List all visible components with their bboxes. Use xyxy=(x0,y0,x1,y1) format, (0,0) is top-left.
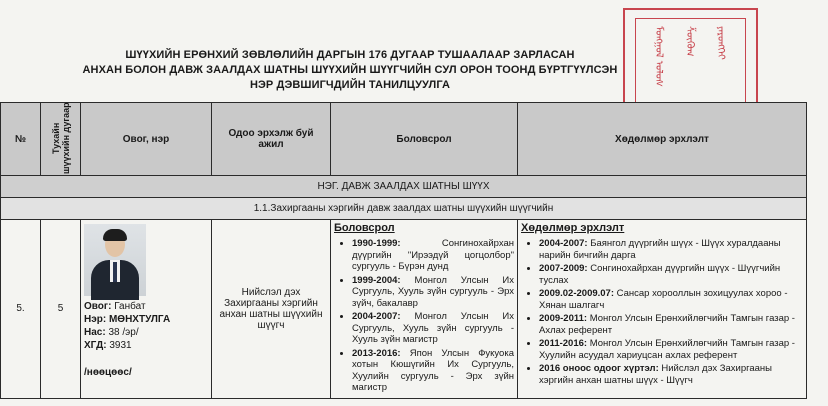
list-item: • 2013-2016: Япон Улсын Фукуока хотын Кюшүгийн Их Сургууль, Хуулийн сургууль - Эрх зүйн магистр xyxy=(352,348,514,394)
stamp-script-line-3: ᠶᠡᠷᠦᠩᠬᠡᠢ xyxy=(715,26,726,60)
header-education: Боловсрол xyxy=(331,103,518,176)
education-cell xyxy=(331,220,518,399)
experience-cell xyxy=(518,220,807,399)
candidates-table xyxy=(0,102,807,399)
table-row xyxy=(1,220,807,399)
list-item: • 2004-2007: Монгол Улсын Их Сургууль, Хууль зүйн сургууль - Хууль зүйн магистр xyxy=(352,311,514,346)
title-line-3: НЭР ДЭВШИГЧДИЙН ТАНИЛЦУУЛГА xyxy=(249,79,451,91)
list-item: • 1990-1999: Сонгинохайрхан дүүргийн "Ирээдүй цогцолбор" сургууль - Бүрэн дунд xyxy=(352,238,514,273)
row-no: 5. xyxy=(1,220,41,399)
header-name: Овог, нэр xyxy=(81,103,212,176)
education-title: Боловсрол xyxy=(334,222,395,234)
list-item: • 2016 оноос одоог хүртэл: Нийслэл дэх Захиргааны хэргийн анхан шатны шүүх - Шүүгч xyxy=(539,363,803,386)
age-line: Нас: 38 /эр/ xyxy=(84,327,139,338)
title-line-2: АНХАН БОЛОН ДАВЖ ЗААЛДАХ ШАТНЫ ШҮҮХИЙН ШҮҮГЧИЙН СУЛ ОРОН ТООНД БҮРТГҮҮЛСЭН xyxy=(82,64,618,76)
surname: Ганбат xyxy=(114,301,146,312)
header-current-job: Одоо эрхэлж буй ажил xyxy=(212,103,331,176)
section-row xyxy=(1,176,807,198)
id-line: ХГД: 3931 xyxy=(84,340,132,351)
age: 38 /эр/ xyxy=(108,327,139,338)
header-court-number: Тухайн шүүхийн дугаар xyxy=(41,103,81,176)
header-no: № xyxy=(1,103,41,176)
subsection-row xyxy=(1,198,807,220)
header-experience: Хөдөлмөр эрхлэлт xyxy=(518,103,807,176)
table-header-row xyxy=(1,103,807,176)
document-title xyxy=(0,48,700,93)
surname-line: Овог: Ганбат xyxy=(84,301,146,312)
name-line: Нэр: МӨНХТУЛГА xyxy=(84,314,171,325)
given-name: МӨНХТУЛГА xyxy=(108,314,171,325)
id-number: 3931 xyxy=(109,340,132,351)
subsection-title: 1.1.Захиргааны хэргийн давж заалдах шатны шүүхийн шүүгчийн xyxy=(1,198,807,220)
list-item: • 1999-2004: Монгол Улсын Их Сургууль, Хууль зүйн сургууль - Эрх зүйч, бакалавр xyxy=(352,275,514,310)
stamp-script-line-2: ᠱᠦᠭᠦᠬ xyxy=(684,26,695,57)
list-item: • 2011-2016: Монгол Улсын Ерөнхийлөгчийн Тамгын газар - Хуулийн асуудал хариуцсан ахлах референт xyxy=(539,338,803,361)
row-court-number: 5 xyxy=(41,220,81,399)
portrait-photo xyxy=(84,224,146,296)
experience-title: Хөдөлмөр эрхлэлт xyxy=(521,222,625,234)
list-item: • 2004-2007: Баянгол дүүргийн шүүх - Шүүх хуралдааны нарийн бичгийн дарга xyxy=(539,238,803,261)
stamp-script-line-1: ᠮᠣᠩᠭᠣᠯ ᠤᠯᠤᠰ xyxy=(653,26,664,87)
current-job: Нийслэл дэх Захиргааны хэргийн анхан шатны шүүхийн шүүгч xyxy=(212,220,331,399)
list-item: • 2009-2011: Монгол Улсын Ерөнхийлөгчийн Тамгын газар - Ахлах референт xyxy=(539,313,803,336)
list-item: • 2009.02-2009.07: Сансар хорооллын зохицуулах хороо - Хянан шалгагч xyxy=(539,288,803,311)
list-item: • 2007-2009: Сонгинохайрхан дүүргийн шүүх - Шүүгчийн туслах xyxy=(539,263,803,286)
title-line-1: ШҮҮХИЙН ЕРӨНХИЙ ЗӨВЛӨЛИЙН ДАРГЫН 176 ДУГААР ТУШААЛААР ЗАРЛАСАН xyxy=(125,49,575,61)
section-title: НЭГ. ДАВЖ ЗААЛДАХ ШАТНЫ ШҮҮХ xyxy=(1,176,807,198)
candidate-info xyxy=(81,220,212,399)
party-note: /нөөцөөс/ xyxy=(84,367,132,378)
